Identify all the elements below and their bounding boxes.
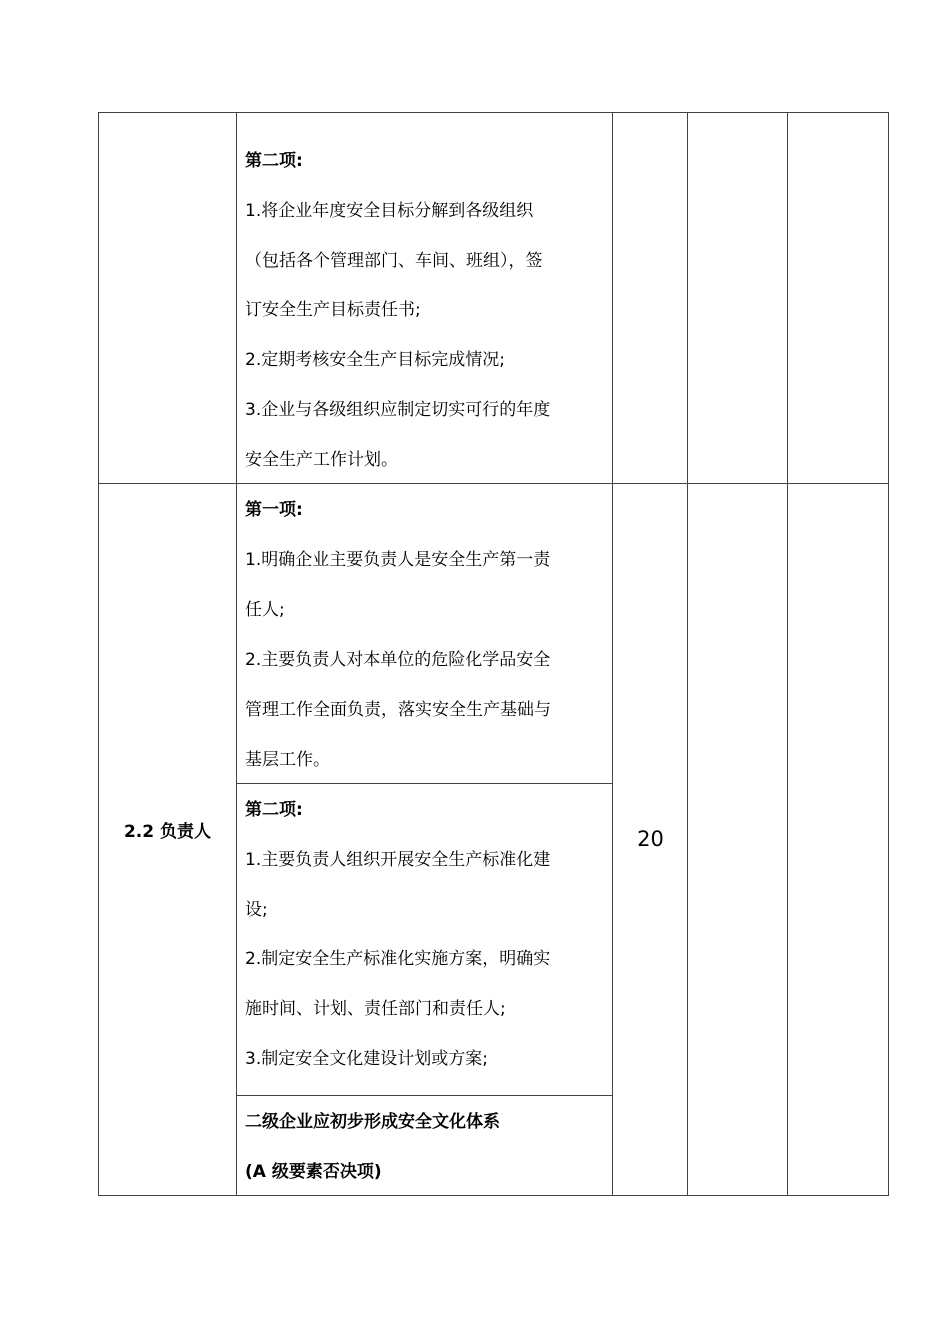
table-border-left (98, 112, 99, 1196)
item-line: 3.制定安全文化建设计划或方案; (245, 1049, 488, 1069)
item-line: 任人; (245, 600, 285, 620)
item-line: 3.企业与各级组织应制定切实可行的年度 (245, 400, 551, 420)
item-line: 订安全生产目标责任书; (245, 300, 421, 320)
column-divider (612, 112, 613, 1196)
column-divider (687, 112, 688, 1196)
score-value: 20 (637, 827, 664, 851)
table-border-right (888, 112, 889, 1196)
item-line: (A 级要素否决项) (245, 1162, 382, 1182)
cell-divider (236, 783, 613, 784)
row-divider (98, 483, 889, 484)
item-heading: 第一项: (245, 500, 303, 520)
item-line: 1.将企业年度安全目标分解到各级组织 (245, 201, 534, 221)
item-heading: 第二项: (245, 800, 303, 820)
item-line: 二级企业应初步形成安全文化体系 (245, 1112, 500, 1132)
item-heading: 第二项: (245, 151, 303, 171)
table-border-top (98, 112, 889, 113)
item-line: 安全生产工作计划。 (245, 450, 398, 470)
item-line: 施时间、计划、责任部门和责任人; (245, 999, 506, 1019)
table-border-bottom (98, 1195, 889, 1196)
item-line: （包括各个管理部门、车间、班组），签 (245, 251, 543, 271)
column-divider (236, 112, 237, 1196)
cell-divider (236, 1095, 613, 1096)
item-line: 基层工作。 (245, 750, 330, 770)
item-line: 2.定期考核安全生产目标完成情况; (245, 350, 505, 370)
item-line: 设; (245, 900, 268, 920)
category-label: 2.2 负责人 (123, 822, 212, 842)
column-divider (787, 112, 788, 1196)
item-line: 2.主要负责人对本单位的危险化学品安全 (245, 650, 551, 670)
item-line: 1.明确企业主要负责人是安全生产第一责 (245, 550, 551, 570)
item-line: 2.制定安全生产标准化实施方案，明确实 (245, 949, 551, 969)
item-line: 管理工作全面负责，落实安全生产基础与 (245, 700, 551, 720)
item-line: 1.主要负责人组织开展安全生产标准化建 (245, 850, 551, 870)
